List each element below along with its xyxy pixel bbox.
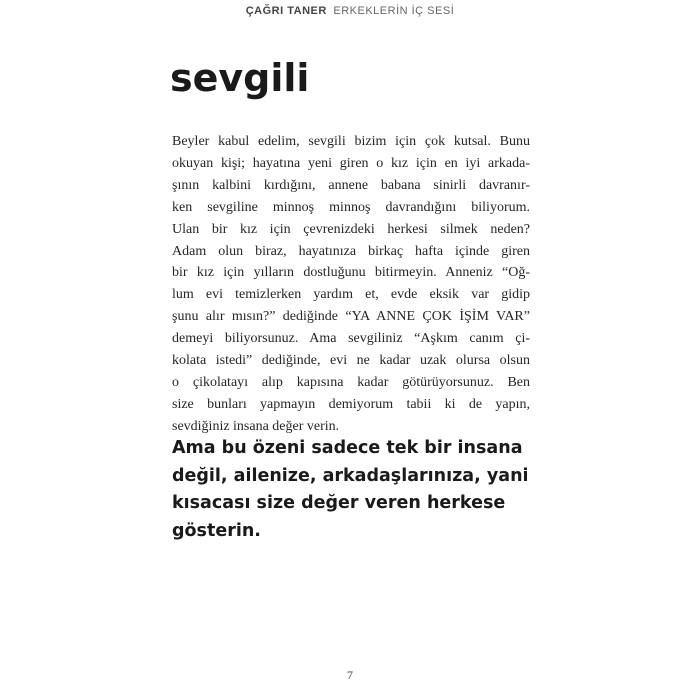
running-head-author: ÇAĞRI TANER	[245, 5, 327, 17]
body-line: Beyler kabul edelim, sevgili bizim için çok kutsal. Bunu	[172, 134, 530, 149]
body-line: bir kız için yılların dostluğunu bitirmeyin. Anneniz “Oğ-	[172, 265, 530, 281]
chapter-title: sevgili	[170, 56, 310, 100]
body-line: o çikolatayı alıp kapısına kadar götürüyorsunuz. Ben	[172, 374, 530, 390]
body-line: size bunları yapmayın demiyorum tabii ki de yapın,	[172, 396, 530, 412]
body-line: ken sevgiline minnoş minnoş davrandığını biliyorum.	[172, 199, 530, 215]
running-head-book-title: ERKEKLERİN İÇ SESİ	[333, 5, 455, 17]
body-line: Ulan bir kız için çevrenizdeki herkesi silmek neden?	[172, 221, 530, 237]
pull-quote-line: değil, ailenize, arkadaşlarınıza, yani	[172, 465, 529, 486]
body-line: sevdiğiniz insana değer verin.	[172, 418, 340, 434]
body-line: kolata istedi” dediğinde, evi ne kadar uzak olursa olsun	[172, 353, 530, 369]
running-head	[0, 5, 700, 17]
body-line: şının kalbini kırdığını, annene babana sinirli davranır-	[172, 177, 530, 193]
pull-quote-line: kısacası size değer veren herkese	[172, 493, 506, 513]
body-line: demeyi biliyorsunuz. Ama sevgiliniz “Aşkım canım çi-	[172, 331, 530, 347]
body-line: lum evi temizlerken yardım et, evde eksik var gidip	[172, 287, 530, 303]
body-line: okuyan kişi; hayatına yeni giren o kız için en iyi arkada-	[172, 155, 530, 171]
pull-quote-line: gösterin.	[172, 520, 261, 541]
body-line: şunu alır mısın?” dediğinde “YA ANNE ÇOK İŞİM VAR”	[172, 309, 530, 325]
body-line: Adam olun biraz, hayatınıza birkaç hafta içinde giren	[172, 243, 530, 259]
pull-quote-line: Ama bu özeni sadece tek bir insana	[172, 438, 523, 458]
page-number: 7	[347, 668, 353, 682]
pull-quote	[172, 435, 532, 545]
body-text	[172, 131, 530, 438]
